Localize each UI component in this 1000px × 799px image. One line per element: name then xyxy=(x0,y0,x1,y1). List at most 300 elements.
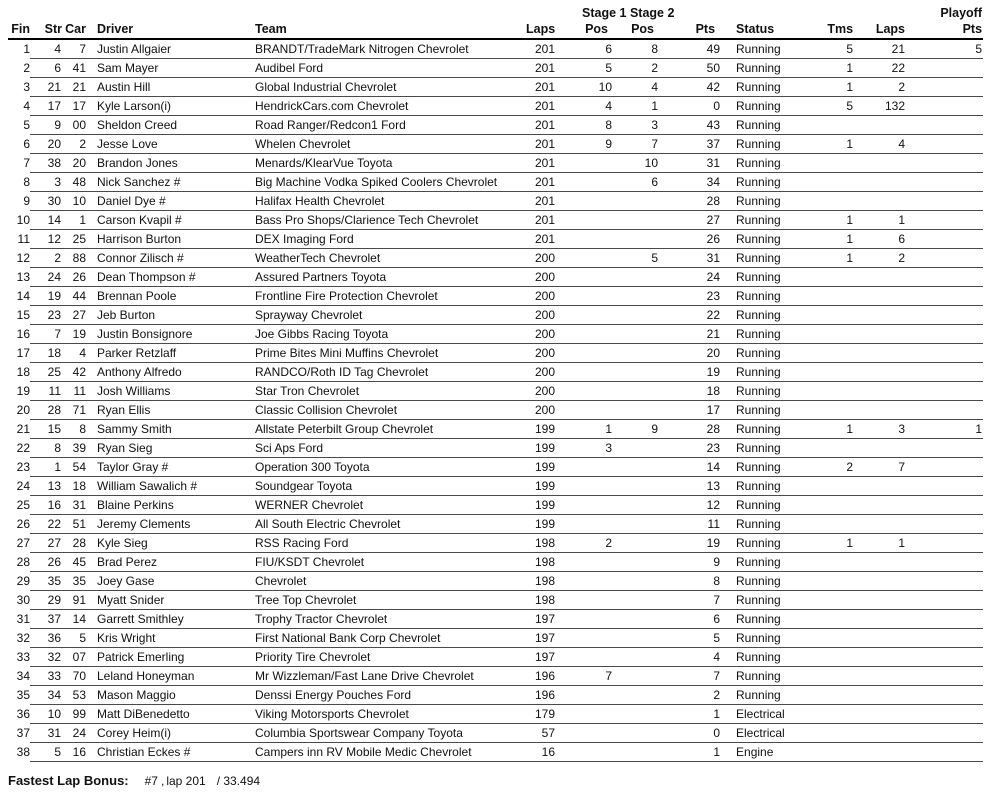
laps-cell: 201 xyxy=(526,116,556,135)
team-cell: Global Industrial Chevrolet xyxy=(254,78,526,97)
laps-led-cell xyxy=(854,667,906,686)
car-number-cell: 24 xyxy=(62,724,88,743)
status-cell: Running xyxy=(721,572,801,591)
stage2-pos-cell xyxy=(613,458,659,477)
stage2-pos-cell xyxy=(613,325,659,344)
finish-position-cell: 20 xyxy=(16,403,30,417)
times-led-cell: 1 xyxy=(801,230,854,249)
times-led-cell xyxy=(801,116,854,135)
points-cell: 50 xyxy=(659,59,721,78)
start-position-cell: 19 xyxy=(30,287,62,306)
table-row xyxy=(8,743,983,762)
team-cell: Menards/KlearVue Toyota xyxy=(254,154,526,173)
finish-position-cell: 25 xyxy=(16,498,30,512)
playoff-points-cell xyxy=(906,534,983,553)
points-cell: 23 xyxy=(659,439,721,458)
start-position-cell: 25 xyxy=(30,363,62,382)
car-number-cell: 48 xyxy=(62,173,88,192)
status-cell: Running xyxy=(721,648,801,667)
laps-led-cell xyxy=(854,439,906,458)
finish-position-cell: 18 xyxy=(16,365,30,379)
playoff-points-cell xyxy=(906,724,983,743)
laps-led-cell xyxy=(854,477,906,496)
laps-led-cell: 3 xyxy=(854,420,906,439)
status-cell: Running xyxy=(721,249,801,268)
finish-position-cell: 35 xyxy=(16,688,30,702)
driver-cell: Sammy Smith xyxy=(88,420,254,439)
laps-led-cell xyxy=(854,553,906,572)
points-cell: 20 xyxy=(659,344,721,363)
stage1-pos-cell xyxy=(556,648,613,667)
playoff-group-label: Playoff xyxy=(940,6,983,20)
driver-cell: Garrett Smithley xyxy=(88,610,254,629)
driver-cell: Austin Hill xyxy=(88,78,254,97)
stage1-pos-cell xyxy=(556,192,613,211)
stage2-pos-cell xyxy=(613,553,659,572)
car-number-cell: 35 xyxy=(62,572,88,591)
table-row xyxy=(8,610,983,629)
points-cell: 2 xyxy=(659,686,721,705)
finish-position-cell: 17 xyxy=(16,346,30,360)
stage2-pos-cell: 10 xyxy=(613,154,659,173)
status-cell: Running xyxy=(721,610,801,629)
playoff-points-cell xyxy=(906,458,983,477)
driver-cell: Joey Gase xyxy=(88,572,254,591)
team-cell: Prime Bites Mini Muffins Chevrolet xyxy=(254,344,526,363)
points-cell: 8 xyxy=(659,572,721,591)
stage2-pos-cell xyxy=(613,629,659,648)
table-row xyxy=(8,78,983,97)
table-row xyxy=(8,686,983,705)
start-position-cell: 7 xyxy=(30,325,62,344)
team-cell: Soundgear Toyota xyxy=(254,477,526,496)
status-cell: Running xyxy=(721,306,801,325)
status-cell: Running xyxy=(721,591,801,610)
finish-position-cell: 13 xyxy=(16,270,30,284)
status-cell: Running xyxy=(721,59,801,78)
laps-led-cell: 22 xyxy=(854,59,906,78)
laps-led-cell xyxy=(854,382,906,401)
driver-cell: Dean Thompson # xyxy=(88,268,254,287)
results-table xyxy=(8,6,983,762)
team-cell: Frontline Fire Protection Chevrolet xyxy=(254,287,526,306)
car-number-cell: 16 xyxy=(62,743,88,762)
finish-position-cell: 14 xyxy=(16,289,30,303)
playoff-points-cell xyxy=(906,325,983,344)
car-number-cell: 31 xyxy=(62,496,88,515)
driver-cell: Brad Perez xyxy=(88,553,254,572)
team-cell: Tree Top Chevrolet xyxy=(254,591,526,610)
stage1-pos-cell xyxy=(556,249,613,268)
laps-cell: 198 xyxy=(526,553,556,572)
points-cell: 31 xyxy=(659,154,721,173)
col-header-str: Str xyxy=(30,21,62,39)
stage2-pos-cell xyxy=(613,534,659,553)
playoff-points-cell xyxy=(906,401,983,420)
car-number-cell: 19 xyxy=(62,325,88,344)
driver-cell: Ryan Sieg xyxy=(88,439,254,458)
laps-led-cell xyxy=(854,268,906,287)
playoff-points-cell: 1 xyxy=(906,420,983,439)
col-header-laps-led: Laps xyxy=(854,21,906,39)
laps-cell: 200 xyxy=(526,249,556,268)
stage1-pos-cell xyxy=(556,154,613,173)
driver-cell: Daniel Dye # xyxy=(88,192,254,211)
fastest-lap-car: #7 xyxy=(144,774,158,788)
laps-cell: 200 xyxy=(526,306,556,325)
laps-cell: 201 xyxy=(526,135,556,154)
stage1-pos-cell xyxy=(556,496,613,515)
col-header-laps: Laps xyxy=(526,21,556,39)
stage2-pos-cell xyxy=(613,211,659,230)
finish-position-cell: 12 xyxy=(16,251,30,265)
stage1-pos-cell xyxy=(556,705,613,724)
car-number-cell: 11 xyxy=(62,382,88,401)
points-cell: 1 xyxy=(659,743,721,762)
col-header-car: Car xyxy=(62,21,88,39)
status-cell: Running xyxy=(721,211,801,230)
driver-cell: Connor Zilisch # xyxy=(88,249,254,268)
team-cell: Chevrolet xyxy=(254,572,526,591)
table-row xyxy=(8,382,983,401)
playoff-points-cell xyxy=(906,230,983,249)
times-led-cell xyxy=(801,268,854,287)
laps-cell: 196 xyxy=(526,667,556,686)
start-position-cell: 20 xyxy=(30,135,62,154)
times-led-cell xyxy=(801,743,854,762)
playoff-points-cell xyxy=(906,591,983,610)
stage2-pos-cell xyxy=(613,743,659,762)
stage2-pos-cell xyxy=(613,591,659,610)
team-cell: Audibel Ford xyxy=(254,59,526,78)
car-number-cell: 2 xyxy=(62,135,88,154)
status-cell: Running xyxy=(721,420,801,439)
laps-led-cell xyxy=(854,306,906,325)
stage2-pos-cell xyxy=(613,610,659,629)
stage2-pos-cell xyxy=(613,667,659,686)
table-row xyxy=(8,515,983,534)
team-cell: Allstate Peterbilt Group Chevrolet xyxy=(254,420,526,439)
start-position-cell: 4 xyxy=(30,39,62,59)
team-cell: WERNER Chevrolet xyxy=(254,496,526,515)
start-position-cell: 17 xyxy=(30,97,62,116)
laps-led-cell: 6 xyxy=(854,230,906,249)
laps-cell: 199 xyxy=(526,439,556,458)
stage2-pos-cell xyxy=(613,724,659,743)
points-cell: 43 xyxy=(659,116,721,135)
car-number-cell: 18 xyxy=(62,477,88,496)
times-led-cell: 5 xyxy=(801,97,854,116)
stage2-pos-cell xyxy=(613,363,659,382)
points-cell: 17 xyxy=(659,401,721,420)
times-led-cell: 1 xyxy=(801,249,854,268)
driver-cell: Sam Mayer xyxy=(88,59,254,78)
laps-cell: 197 xyxy=(526,648,556,667)
finish-position-cell: 22 xyxy=(16,441,30,455)
stage2-pos-cell: 8 xyxy=(613,39,659,59)
laps-led-cell xyxy=(854,743,906,762)
car-number-cell: 99 xyxy=(62,705,88,724)
laps-led-cell xyxy=(854,363,906,382)
driver-cell: Matt DiBenedetto xyxy=(88,705,254,724)
table-row xyxy=(8,496,983,515)
race-results-sheet xyxy=(0,6,1000,799)
start-position-cell: 34 xyxy=(30,686,62,705)
status-cell: Running xyxy=(721,135,801,154)
table-row xyxy=(8,116,983,135)
times-led-cell xyxy=(801,648,854,667)
points-cell: 12 xyxy=(659,496,721,515)
laps-led-cell xyxy=(854,401,906,420)
playoff-points-cell xyxy=(906,610,983,629)
car-number-cell: 53 xyxy=(62,686,88,705)
stage1-pos-cell xyxy=(556,477,613,496)
points-cell: 5 xyxy=(659,629,721,648)
car-number-cell: 70 xyxy=(62,667,88,686)
table-row xyxy=(8,211,983,230)
finish-position-cell: 5 xyxy=(23,118,30,132)
status-cell: Running xyxy=(721,325,801,344)
finish-position-cell: 19 xyxy=(16,384,30,398)
header-group-row xyxy=(8,6,983,21)
start-position-cell: 29 xyxy=(30,591,62,610)
finish-position-cell: 1 xyxy=(23,42,30,57)
points-cell: 31 xyxy=(659,249,721,268)
stage1-pos-cell: 7 xyxy=(556,667,613,686)
driver-cell: Kyle Sieg xyxy=(88,534,254,553)
header-group-spacer xyxy=(8,6,556,21)
driver-cell: Justin Bonsignore xyxy=(88,325,254,344)
times-led-cell xyxy=(801,705,854,724)
laps-cell: 198 xyxy=(526,572,556,591)
laps-led-cell: 132 xyxy=(854,97,906,116)
table-header xyxy=(8,6,983,39)
col-header-playoff-pts: Pts xyxy=(906,21,983,39)
playoff-points-cell xyxy=(906,496,983,515)
table-row xyxy=(8,724,983,743)
status-cell: Running xyxy=(721,154,801,173)
car-number-cell: 45 xyxy=(62,553,88,572)
car-number-cell: 00 xyxy=(62,116,88,135)
driver-cell: Kris Wright xyxy=(88,629,254,648)
laps-cell: 201 xyxy=(526,192,556,211)
laps-cell: 201 xyxy=(526,97,556,116)
stage1-pos-cell xyxy=(556,306,613,325)
playoff-points-cell xyxy=(906,572,983,591)
times-led-cell xyxy=(801,192,854,211)
car-number-cell: 20 xyxy=(62,154,88,173)
stage1-pos-cell xyxy=(556,743,613,762)
playoff-points-cell xyxy=(906,211,983,230)
laps-cell: 199 xyxy=(526,458,556,477)
start-position-cell: 33 xyxy=(30,667,62,686)
laps-cell: 201 xyxy=(526,78,556,97)
col-header-tms: Tms xyxy=(801,21,854,39)
laps-cell: 199 xyxy=(526,420,556,439)
table-row xyxy=(8,553,983,572)
playoff-points-cell xyxy=(906,743,983,762)
points-cell: 26 xyxy=(659,230,721,249)
table-row xyxy=(8,192,983,211)
car-number-cell: 91 xyxy=(62,591,88,610)
points-cell: 27 xyxy=(659,211,721,230)
team-cell: Columbia Sportswear Company Toyota xyxy=(254,724,526,743)
playoff-points-cell xyxy=(906,249,983,268)
points-cell: 0 xyxy=(659,724,721,743)
car-number-cell: 07 xyxy=(62,648,88,667)
team-cell: Classic Collision Chevrolet xyxy=(254,401,526,420)
stage1-pos-cell: 3 xyxy=(556,439,613,458)
start-position-cell: 28 xyxy=(30,401,62,420)
stage2-pos-cell xyxy=(613,686,659,705)
finish-position-cell: 27 xyxy=(16,536,30,550)
laps-led-cell xyxy=(854,192,906,211)
team-cell: FIU/KSDT Chevrolet xyxy=(254,553,526,572)
points-cell: 23 xyxy=(659,287,721,306)
playoff-points-cell xyxy=(906,344,983,363)
stage2-pos-cell xyxy=(613,705,659,724)
finish-position-cell: 26 xyxy=(16,517,30,531)
status-cell: Running xyxy=(721,477,801,496)
laps-cell: 201 xyxy=(526,173,556,192)
stage1-pos-cell xyxy=(556,686,613,705)
laps-led-cell xyxy=(854,287,906,306)
laps-cell: 198 xyxy=(526,534,556,553)
playoff-points-cell xyxy=(906,287,983,306)
stage1-pos-cell: 8 xyxy=(556,116,613,135)
stage2-pos-cell xyxy=(613,268,659,287)
status-cell: Running xyxy=(721,667,801,686)
finish-position-cell: 7 xyxy=(23,156,30,170)
team-cell: Joe Gibbs Racing Toyota xyxy=(254,325,526,344)
table-row xyxy=(8,287,983,306)
team-cell: Viking Motorsports Chevrolet xyxy=(254,705,526,724)
driver-cell: Brandon Jones xyxy=(88,154,254,173)
playoff-points-cell xyxy=(906,667,983,686)
points-cell: 18 xyxy=(659,382,721,401)
playoff-points-cell xyxy=(906,173,983,192)
playoff-points-cell xyxy=(906,192,983,211)
status-cell: Running xyxy=(721,534,801,553)
finish-position-cell: 29 xyxy=(16,574,30,588)
status-cell: Running xyxy=(721,382,801,401)
laps-led-cell xyxy=(854,724,906,743)
start-position-cell: 32 xyxy=(30,648,62,667)
stage2-pos-cell xyxy=(613,306,659,325)
times-led-cell xyxy=(801,439,854,458)
team-cell: BRANDT/TradeMark Nitrogen Chevrolet xyxy=(254,39,526,59)
start-position-cell: 2 xyxy=(30,249,62,268)
start-position-cell: 23 xyxy=(30,306,62,325)
laps-led-cell: 2 xyxy=(854,78,906,97)
table-row xyxy=(8,648,983,667)
start-position-cell: 14 xyxy=(30,211,62,230)
stage2-pos-cell xyxy=(613,648,659,667)
times-led-cell: 1 xyxy=(801,78,854,97)
playoff-points-cell xyxy=(906,439,983,458)
points-cell: 11 xyxy=(659,515,721,534)
laps-cell: 201 xyxy=(526,154,556,173)
driver-cell: Blaine Perkins xyxy=(88,496,254,515)
finish-position-cell: 21 xyxy=(16,422,30,436)
playoff-points-cell: 5 xyxy=(906,39,983,59)
table-row xyxy=(8,249,983,268)
table-row xyxy=(8,439,983,458)
stage1-pos-cell xyxy=(556,515,613,534)
header-group-spacer2 xyxy=(659,6,906,21)
stage1-pos-cell: 9 xyxy=(556,135,613,154)
playoff-points-cell xyxy=(906,78,983,97)
laps-cell: 200 xyxy=(526,382,556,401)
stage2-pos-cell xyxy=(613,439,659,458)
car-number-cell: 7 xyxy=(62,39,88,59)
team-cell: WeatherTech Chevrolet xyxy=(254,249,526,268)
finish-position-cell: 30 xyxy=(16,593,30,607)
stage1-pos-cell xyxy=(556,230,613,249)
stage1-pos-cell: 1 xyxy=(556,420,613,439)
stage2-pos-cell: 9 xyxy=(613,420,659,439)
laps-cell: 200 xyxy=(526,325,556,344)
car-number-cell: 26 xyxy=(62,268,88,287)
laps-led-cell: 1 xyxy=(854,534,906,553)
finish-position-cell: 4 xyxy=(23,99,30,113)
car-number-cell: 44 xyxy=(62,287,88,306)
table-row xyxy=(8,458,983,477)
times-led-cell xyxy=(801,572,854,591)
laps-cell: 200 xyxy=(526,268,556,287)
playoff-points-cell xyxy=(906,553,983,572)
stage2-pos-cell: 6 xyxy=(613,173,659,192)
table-row xyxy=(8,135,983,154)
stage1-pos-cell: 4 xyxy=(556,97,613,116)
table-row xyxy=(8,629,983,648)
team-cell: HendrickCars.com Chevrolet xyxy=(254,97,526,116)
car-number-cell: 28 xyxy=(62,534,88,553)
times-led-cell xyxy=(801,629,854,648)
status-cell: Running xyxy=(721,629,801,648)
driver-cell: Patrick Emerling xyxy=(88,648,254,667)
laps-led-cell xyxy=(854,629,906,648)
status-cell: Electrical xyxy=(721,724,801,743)
finish-position-cell: 3 xyxy=(23,80,30,94)
team-cell: Assured Partners Toyota xyxy=(254,268,526,287)
points-cell: 42 xyxy=(659,78,721,97)
playoff-points-cell xyxy=(906,515,983,534)
times-led-cell xyxy=(801,724,854,743)
times-led-cell: 5 xyxy=(801,39,854,59)
team-cell: Denssi Energy Pouches Ford xyxy=(254,686,526,705)
status-cell: Running xyxy=(721,230,801,249)
stage2-pos-cell xyxy=(613,401,659,420)
col-header-pts: Pts xyxy=(659,21,721,39)
points-cell: 34 xyxy=(659,173,721,192)
finish-position-cell: 33 xyxy=(16,650,30,664)
col-header-fin: Fin xyxy=(8,21,30,39)
stage2-pos-cell xyxy=(613,192,659,211)
car-number-cell: 25 xyxy=(62,230,88,249)
times-led-cell xyxy=(801,363,854,382)
times-led-cell xyxy=(801,344,854,363)
driver-cell: Jeb Burton xyxy=(88,306,254,325)
fastest-lap-time: / 33.494 xyxy=(216,774,261,788)
stage1-group-label: Stage 1 xyxy=(582,6,627,20)
driver-cell: Corey Heim(i) xyxy=(88,724,254,743)
table-row xyxy=(8,667,983,686)
finish-position-cell: 31 xyxy=(16,612,30,626)
times-led-cell xyxy=(801,515,854,534)
playoff-points-cell xyxy=(906,306,983,325)
car-number-cell: 8 xyxy=(62,420,88,439)
